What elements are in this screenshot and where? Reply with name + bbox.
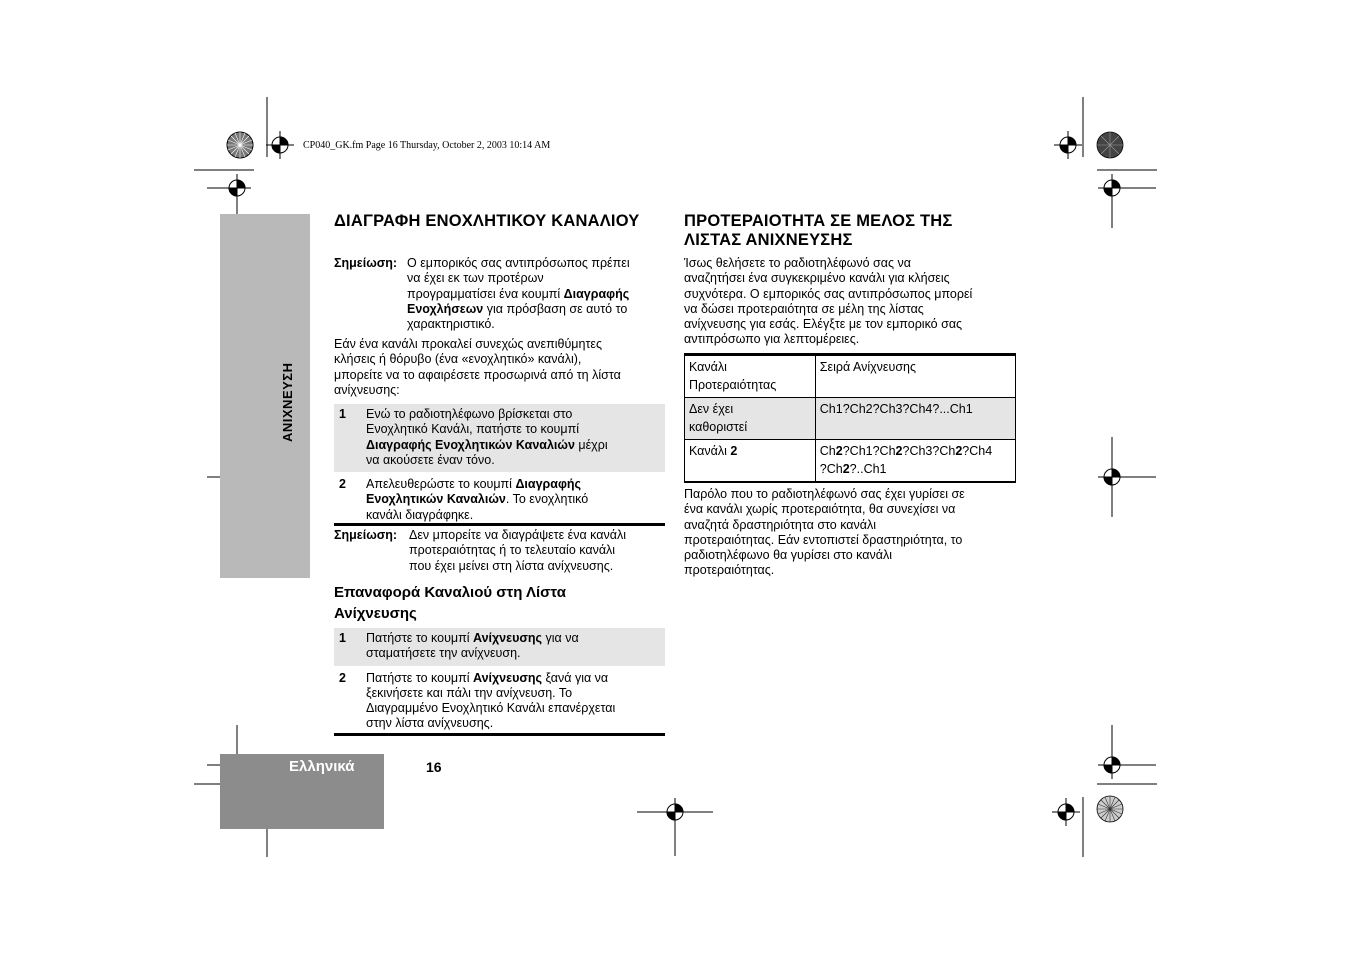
page-number: 16 <box>426 759 442 775</box>
step-1: 1 Ενώ το ραδιοτηλέφωνο βρίσκεται στο Ενοχλητικό Κανάλι, πατήστε το κουμπί Διαγραφής Ενοχλητικών Καναλιών μέχρι να ακούσετε έναν τόνο. <box>334 404 665 472</box>
right-intro: Ίσως θελήσετε το ραδιοτηλέφωνό σας να αναζητήσει ένα συγκεκριμένο κανάλι για κλήσεις συχνότερα. Ο εμπορικός σας αντιπρόσωπος μπορεί να δώσει προτεραιότητα σε μέλη της λίστας ανίχνευσης για εσάς. Ελέγξτε με τον εμπορικό σας αντιπρόσωπο για λεπτομέρειες. <box>684 256 973 347</box>
note2-text: Δεν μπορείτε να διαγράψετε ένα κανάλι προτεραιότητας ή το τελευταίο κανάλι που έχει μείνει στη λίστα ανίχνευσης. <box>409 528 627 573</box>
note2-label: Σημείωση: <box>334 528 398 542</box>
table-header-row <box>685 355 1016 398</box>
file-header: CP040_GK.fm Page 16 Thursday, October 2, 2003 10:14 AM <box>303 140 551 151</box>
note1-label: Σημείωση: <box>334 256 398 270</box>
section-side-tab-label: ΑΝΙΧΝΕΥΣΗ <box>280 362 295 442</box>
rule <box>334 523 665 526</box>
restore-step-1: 1 Πατήστε το κουμπί Ανίχνευσης για να σταματήσετε την ανίχνευση. <box>334 628 665 666</box>
left-section-title: ΔΙΑΓΡΑΦΗ ΕΝΟΧΛΗΤΙΚΟΥ ΚΑΝΑΛΙΟΥ <box>334 212 640 230</box>
note1-text: Ο εμπορικός σας αντιπρόσωπος πρέπει να έχει εκ των προτέρων προγραμματίσει ένα κουμπί Διαγραφής Ενοχλήσεων για πρόσβαση σε αυτό το χαρακτηριστικό. <box>407 256 630 332</box>
language-label: Ελληνικά <box>289 758 355 775</box>
table-row <box>685 398 1016 440</box>
table-cell: Ch1?Ch2?Ch3?Ch4?...Ch1 <box>815 398 1015 440</box>
table-cell: Δεν έχει καθοριστεί <box>685 398 816 440</box>
restore-steps <box>334 628 665 736</box>
right-outro: Παρόλο που το ραδιοτηλέφωνό σας έχει γυρίσει σε ένα κανάλι χωρίς προτεραιότητα, θα συνεχίσει να αναζητά δραστηριότητα στο κανάλι προτεραιότητας. Εάν εντοπιστεί δραστηριότητα, το ραδιοτηλέφωνο θα γυρίσει στο κανάλι προτεραιότητας. <box>684 487 965 578</box>
delete-steps <box>334 404 665 527</box>
restore-subtitle: Επαναφορά Καναλιού στη Λίστα Ανίχνευσης <box>334 584 566 622</box>
table-row <box>685 440 1016 483</box>
table-cell: Κανάλι Προτεραιότητας <box>685 355 816 398</box>
priority-table <box>684 353 1016 483</box>
right-section-title: ΠΡΟΤΕΡΑΙΟΤΗΤΑ ΣΕ ΜΕΛΟΣ ΤΗΣ ΛΙΣΤΑΣ ΑΝΙΧΝΕΥΣΗΣ <box>684 212 953 249</box>
restore-step-2: 2 Πατήστε το κουμπί Ανίχνευσης ξανά για να ξεκινήσετε και πάλι την ανίχνευση. Το Διαγραμμένο Ενοχλητικό Κανάλι επανέρχεται στην λίστα ανίχνευσης. <box>339 670 616 731</box>
rule-bottom <box>334 733 665 736</box>
left-intro: Εάν ένα κανάλι προκαλεί συνεχώς ανεπιθύμητες κλήσεις ή θόρυβο (ένα «ενοχλητικό» κανάλι), μπορείτε να το αφαιρέσετε προσωρινά από τη λίστα ανίχνευσης: <box>334 337 621 397</box>
table-cell: Σειρά Ανίχνευσης <box>815 355 1015 398</box>
step-2: 2 Απελευθερώστε το κουμπί Διαγραφής Ενοχλητικών Καναλιών. Το ενοχλητικό κανάλι διαγράφηκε. <box>339 477 589 522</box>
table-cell: Κανάλι 2 <box>685 440 816 483</box>
table-cell: Ch2?Ch1?Ch2?Ch3?Ch2?Ch4 ?Ch2?..Ch1 <box>815 440 1015 483</box>
